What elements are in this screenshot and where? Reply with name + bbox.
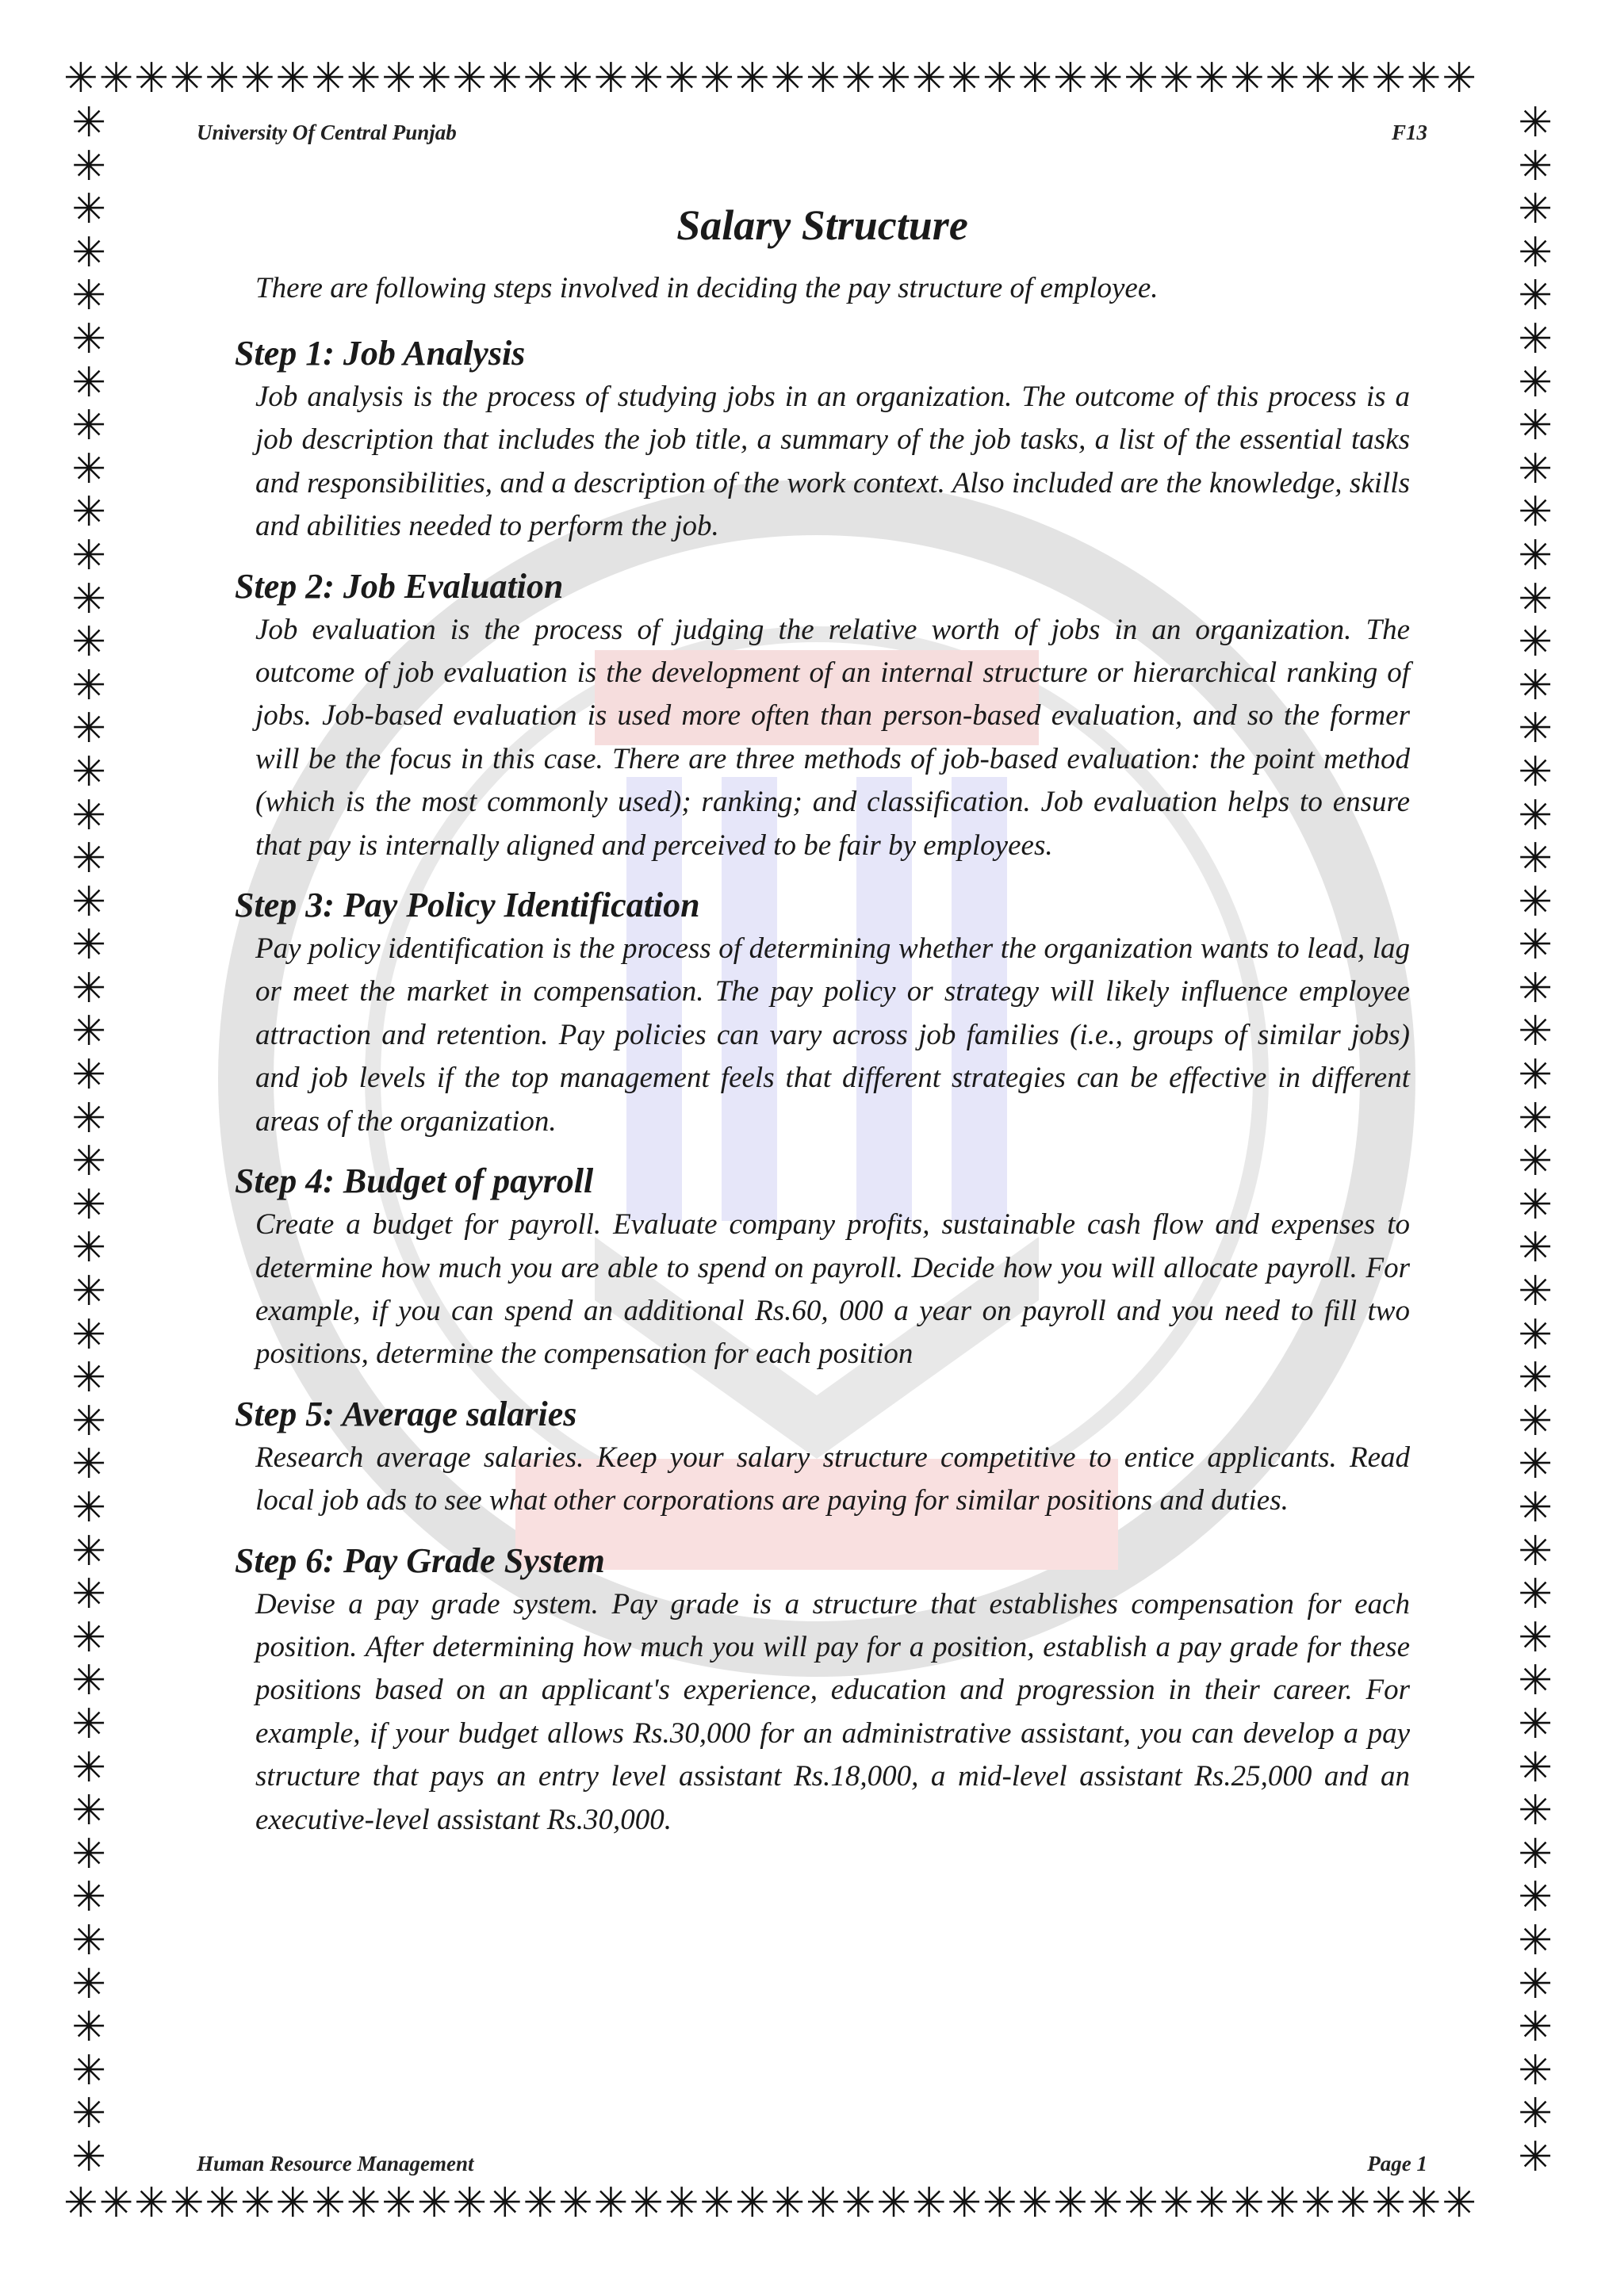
border-left: ✳ ✳ ✳ ✳ ✳ ✳ ✳ ✳ ✳ ✳ ✳ ✳ ✳ ✳ ✳ ✳ ✳ ✳ ✳ ✳ ✳ ✳ ✳ ✳ ✳ ✳ ✳ ✳ ✳ ✳ ✳ ✳ ✳ ✳ ✳ ✳ ✳ ✳ ✳ ✳ ✳ ✳ ✳ ✳ ✳ ✳ ✳ ✳ <box>71 101 106 2181</box>
border-top: ✳✳✳✳✳✳✳✳✳✳✳✳✳✳✳✳✳✳✳✳✳✳✳✳✳✳✳✳✳✳✳✳✳✳✳✳✳✳✳✳ <box>63 57 1477 101</box>
step-section <box>235 1159 1410 1376</box>
step-body: Pay policy identification is the process of determining whether the organization wants to lead, lag or meet the market in compensation. The pay policy or strategy will likely influence employee attraction and retention. Pay policies can vary across job families (i.e., groups of similar jobs) and job levels if the top management feels that different strategies can be effective in different areas of the organization. <box>255 932 1410 1138</box>
step-heading: Step 1: Job Analysis <box>235 334 526 373</box>
step-body: Job analysis is the process of studying jobs in an organization. The outcome of this process is a job description that includes the job title, a summary of the job tasks, a list of the essential tasks and responsibilities, and a description of the work context. Also included are the knowledge, skills and abilities needed to perform the job. <box>255 381 1410 543</box>
step-section <box>235 1539 1410 1842</box>
step-heading: Step 2: Job Evaluation <box>235 566 564 606</box>
step-section <box>235 564 1410 867</box>
step-section <box>235 883 1410 1143</box>
step-section <box>235 331 1410 549</box>
footer-page-number: Page 1 <box>1367 2152 1427 2175</box>
footer-course-name: Human Resource Management <box>197 2152 474 2175</box>
step-body: Create a budget for payroll. Evaluate company profits, sustainable cash flow and expenses to determine how much you are able to spend on payroll. Decide how you will allocate payroll. For example, if you can spend an additional Rs.60, 000 a year on payroll and you need to fill two positions, determine the compensation for each position <box>255 1208 1410 1371</box>
border-bottom: ✳✳✳✳✳✳✳✳✳✳✳✳✳✳✳✳✳✳✳✳✳✳✳✳✳✳✳✳✳✳✳✳✳✳✳✳✳✳✳✳ <box>63 2182 1477 2226</box>
step-section <box>235 1392 1410 1523</box>
document-intro: There are following steps involved in deciding the pay structure of employee. <box>255 272 1159 304</box>
header-university-name: University Of Central Punjab <box>197 121 457 144</box>
border-right: ✳ ✳ ✳ ✳ ✳ ✳ ✳ ✳ ✳ ✳ ✳ ✳ ✳ ✳ ✳ ✳ ✳ ✳ ✳ ✳ ✳ ✳ ✳ ✳ ✳ ✳ ✳ ✳ ✳ ✳ ✳ ✳ ✳ ✳ ✳ ✳ ✳ ✳ ✳ ✳ ✳ ✳ ✳ ✳ ✳ ✳ ✳ ✳ <box>1518 101 1553 2181</box>
step-heading: Step 5: Average salaries <box>235 1394 577 1433</box>
step-heading: Step 3: Pay Policy Identification <box>235 886 700 925</box>
step-body: Job evaluation is the process of judging the relative worth of jobs in an organization. The outcome of job evaluation is the development of an internal structure or hierarchical ranking of jobs. Job-based evaluation is used more often than person-based evaluation, and so the former will be the focus in this case. There are three methods of job-based evaluation: the point method (which is the most commonly used); ranking; and classification. Job evaluation helps to ensure that pay is internally aligned and perceived to be fair by employees. <box>255 613 1410 862</box>
step-body: Devise a pay grade system. Pay grade is a structure that establishes compensation for each position. After determining how much you will pay for a position, establish a pay grade for these positions based on an applicant's experience, education and progression in their career. For example, if your budget allows Rs.30,000 for an administrative assistant, you can develop a pay structure that pays an entry level assistant Rs.18,000, a mid-level assistant Rs.25,000 and an executive-level assistant Rs.30,000. <box>255 1587 1410 1836</box>
step-heading: Step 6: Pay Grade System <box>235 1540 605 1580</box>
step-heading: Step 4: Budget of payroll <box>235 1161 594 1201</box>
document-content <box>235 187 1410 1858</box>
step-body: Research average salaries. Keep your salary structure competitive to entice applicants. Read local job ads to see what other corporations are paying for similar positions and duties. <box>255 1441 1410 1517</box>
document-title: Salary Structure <box>676 201 968 249</box>
header-code: F13 <box>1391 121 1427 144</box>
